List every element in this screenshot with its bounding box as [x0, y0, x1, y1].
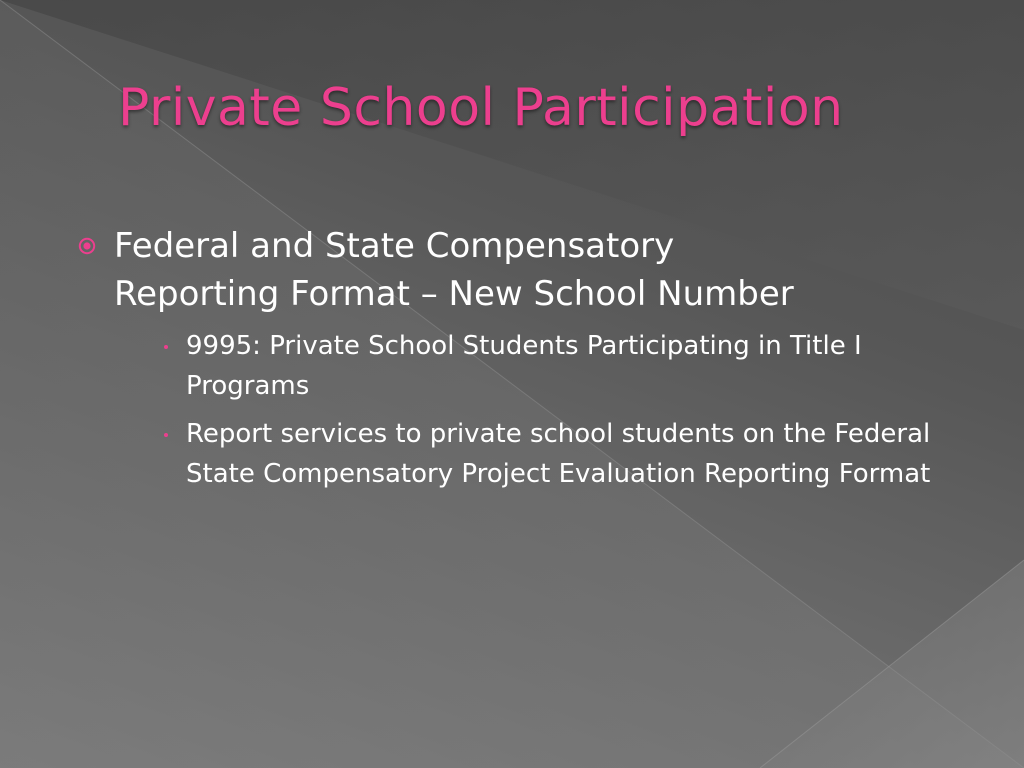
bullet-text-line2: Reporting Format – New School Number: [114, 274, 794, 314]
sub-bullet-text: 9995: Private School Students Participating in Title I Programs: [186, 331, 862, 401]
sub-bullet-list: [186, 326, 972, 494]
slide-content: [72, 222, 972, 502]
dot-bullet-icon: [164, 433, 168, 437]
radio-circle-icon: [78, 237, 96, 255]
sub-bullet-item: [186, 414, 946, 494]
dot-bullet-icon: [164, 345, 168, 349]
bullet-item: [72, 222, 972, 318]
slide-title: Private School Participation: [118, 78, 844, 138]
bullet-text-line1: Federal and State Compensatory: [114, 226, 675, 266]
sub-bullet-text: Report services to private school students on the Federal State Compensatory Project Evaluation Reporting Format: [186, 419, 931, 489]
sub-bullet-item: [186, 326, 946, 406]
